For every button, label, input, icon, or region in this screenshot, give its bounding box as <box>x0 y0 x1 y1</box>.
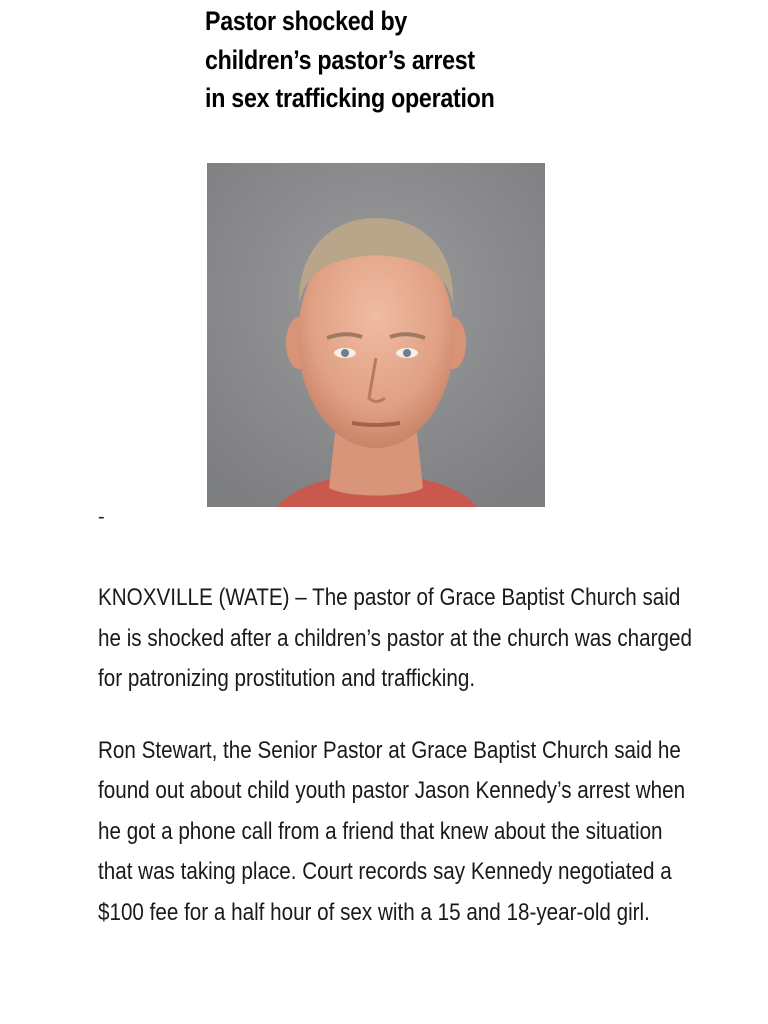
mugshot-illustration <box>207 163 545 507</box>
separator-dash: - <box>98 506 105 528</box>
article-paragraph: Ron Stewart, the Senior Pastor at Grace Baptist Church said he found out about child youth pastor Jason Kennedy’s arrest when he got a phone call from a friend that knew about the situation that was taking place. Court records say Kennedy negotiated a $100 fee for a half hour of sex with a 15 and 18-year-old girl. <box>98 736 686 926</box>
article-headline: Pastor shocked by children’s pastor’s arrest in sex trafficking operation <box>205 6 495 113</box>
article-paragraph: KNOXVILLE (WATE) – The pastor of Grace Baptist Church said he is shocked after a children’s pastor at the church was charged for patronizing prostitution and trafficking. <box>98 584 692 692</box>
mugshot-photo <box>207 163 545 507</box>
article-body <box>98 578 768 964</box>
